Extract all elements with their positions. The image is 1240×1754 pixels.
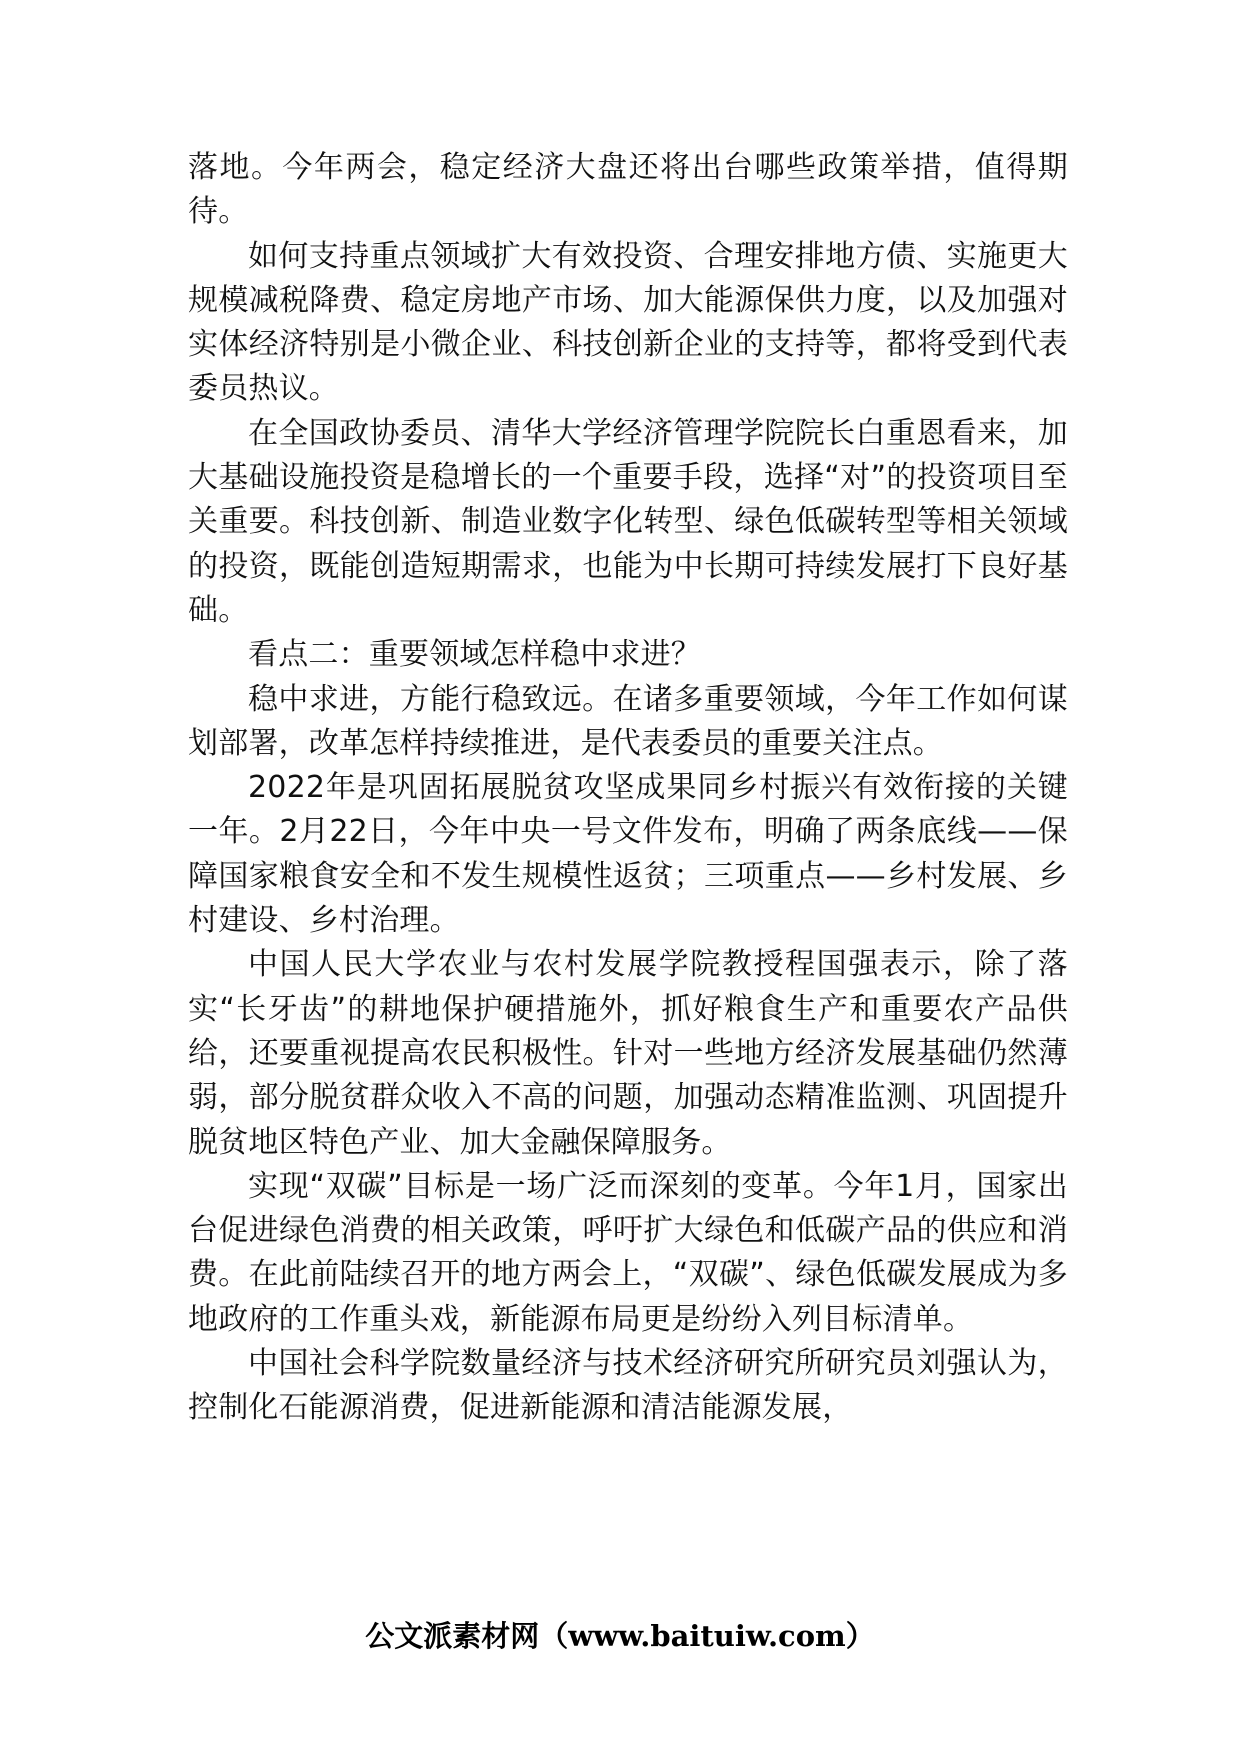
paragraph: 中国人民大学农业与农村发展学院教授程国强表示，除了落实“长牙齿”的耕地保护硬措施外，抓好粮食生产和重要农产品供给，还要重视提高农民积极性。针对一些地方经济发展基础仍然薄弱，部分脱贫群众收入不高的问题，加强动态精准监测、巩固提升脱贫地区特色产业、加大金融保障服务。: [188, 947, 1068, 1160]
paragraph: 稳中求进，方能行稳致远。在诸多重要领域，今年工作如何谋划部署，改革怎样持续推进，是代表委员的重要关注点。: [188, 681, 1068, 761]
section-heading: 看点二：重要领域怎样稳中求进？: [248, 637, 701, 673]
paragraph: 中国社会科学院数量经济与技术经济研究所研究员刘强认为，控制化石能源消费，促进新能源和清洁能源发展，: [188, 1346, 1068, 1426]
paragraph: 实现“双碳”目标是一场广泛而深刻的变革。今年1月，国家出台促进绿色消费的相关政策，呼吁扩大绿色和低碳产品的供应和消费。在此前陆续召开的地方两会上，“双碳”、绿色低碳发展成为多地政府的工作重头戏，新能源布局更是纷纷入列目标清单。: [188, 1168, 1068, 1337]
page-footer-watermark: 公文派素材网（www.baituiw.com）: [365, 1619, 875, 1653]
paragraph: 如何支持重点领域扩大有效投资、合理安排地方债、实施更大规模减税降费、稳定房地产市场、加大能源保供力度，以及加强对实体经济特别是小微企业、科技创新企业的支持等，都将受到代表委员热议。: [188, 238, 1068, 407]
paragraph: 2022年是巩固拓展脱贫攻坚成果同乡村振兴有效衔接的关键一年。2月22日，今年中央一号文件发布，明确了两条底线——保障国家粮食安全和不发生规模性返贫；三项重点——乡村发展、乡村建设、乡村治理。: [188, 770, 1068, 939]
document-body: [188, 146, 1068, 1431]
paragraph: 在全国政协委员、清华大学经济管理学院院长白重恩看来，加大基础设施投资是稳增长的一个重要手段，选择“对”的投资项目至关重要。科技创新、制造业数字化转型、绿色低碳转型等相关领域的投资，既能创造短期需求，也能为中长期可持续发展打下良好基础。: [188, 415, 1068, 628]
paragraph-continuation: 落地。今年两会，稳定经济大盘还将出台哪些政策举措，值得期待。: [188, 150, 1068, 230]
